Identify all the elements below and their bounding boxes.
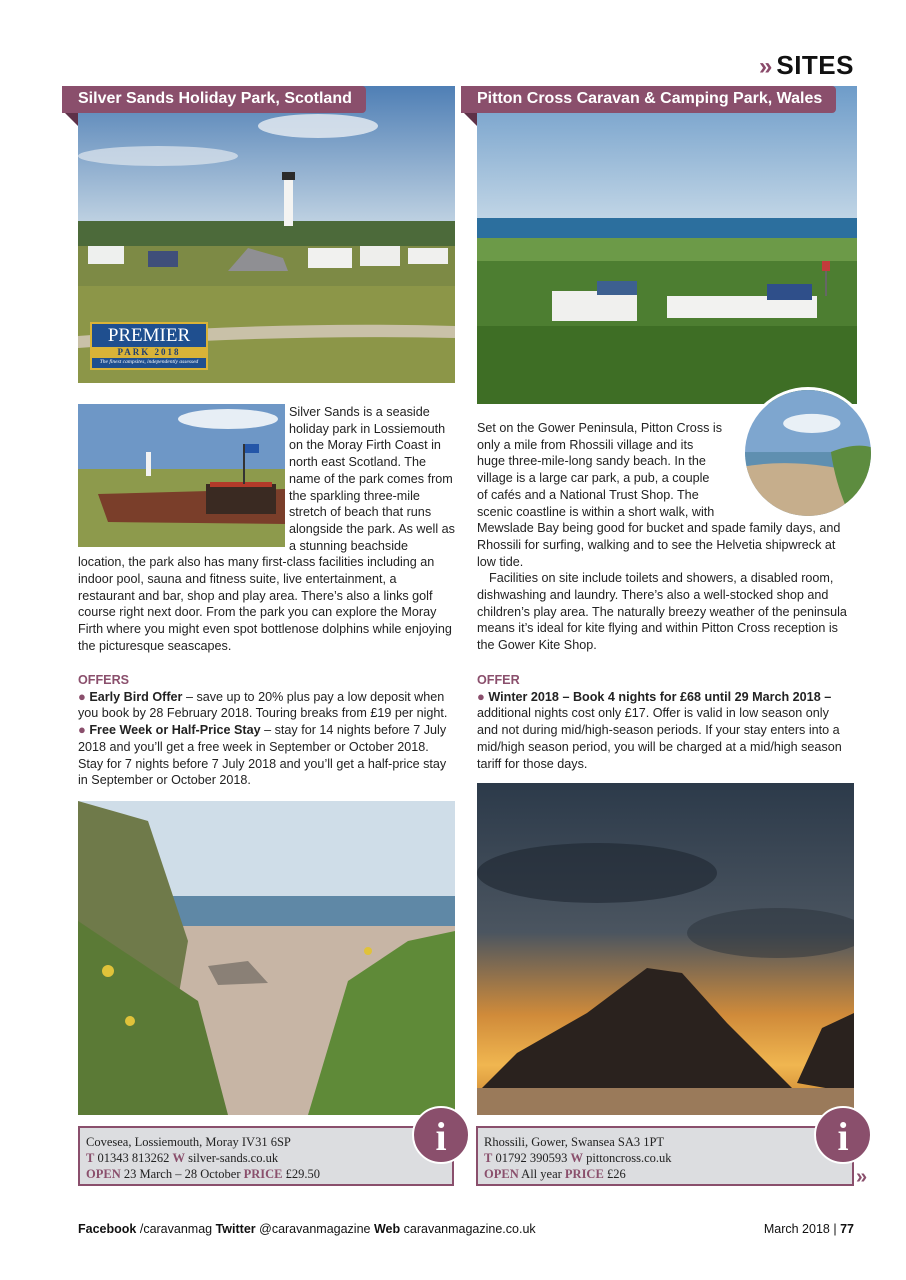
silver-sands-info-box bbox=[78, 1126, 454, 1186]
silver-sands-title: Silver Sands Holiday Park, Scotland bbox=[62, 86, 366, 113]
price-label: PRICE bbox=[564, 1167, 604, 1181]
offer-title: Early Bird Offer bbox=[89, 689, 183, 704]
web-label: W bbox=[172, 1151, 185, 1165]
next-page-chevron-icon[interactable]: » bbox=[856, 1166, 868, 1188]
offer-free-week bbox=[78, 722, 455, 789]
phone-label: T bbox=[86, 1151, 95, 1165]
website-link[interactable]: silver-sands.co.uk bbox=[188, 1151, 279, 1165]
pitton-cross-title: Pitton Cross Caravan & Camping Park, Wales bbox=[461, 86, 836, 113]
open-dates: 23 March – 28 October bbox=[123, 1167, 241, 1181]
silver-sands-offers bbox=[78, 672, 455, 789]
web-label: Web bbox=[373, 1222, 401, 1236]
price-value: £26 bbox=[606, 1167, 626, 1181]
pitton-cross-description bbox=[477, 420, 852, 654]
info-address: Rhossili, Gower, Swansea SA3 1PT bbox=[484, 1135, 665, 1149]
rhossili-sunset-photo bbox=[477, 783, 854, 1115]
offer-text: additional nights cost only £17. Offer is valid in low season only and not during mid/high-season periods. If your stay enters into a mid/high season period, you will be charged at a mid/high season tariff for those days. bbox=[477, 706, 842, 771]
bullet-icon: ● bbox=[477, 688, 485, 704]
page-number: 77 bbox=[840, 1222, 854, 1236]
web-label: W bbox=[570, 1151, 583, 1165]
twitter-handle[interactable]: @caravanmagazine bbox=[259, 1222, 371, 1236]
info-contact bbox=[484, 1150, 846, 1166]
separator: | bbox=[833, 1222, 837, 1236]
badge-line: PARK 2018 bbox=[92, 347, 206, 358]
premier-park-badge bbox=[90, 322, 208, 370]
badge-tagline: The finest campsites, independently assessed bbox=[99, 359, 199, 365]
offer-heading: OFFER bbox=[477, 673, 520, 687]
pitton-cross-info-box bbox=[476, 1126, 854, 1186]
covesea-beach-photo bbox=[78, 801, 455, 1115]
open-dates: All year bbox=[521, 1167, 562, 1181]
info-icon: i bbox=[412, 1106, 470, 1164]
text-wrap-spacer bbox=[78, 404, 289, 549]
bullet-icon: ● bbox=[78, 688, 86, 704]
facebook-label: Facebook bbox=[78, 1222, 137, 1236]
price-value: £29.50 bbox=[285, 1167, 321, 1181]
pitton-cross-offer bbox=[477, 672, 852, 772]
price-label: PRICE bbox=[243, 1167, 283, 1181]
phone-number: 01792 390593 bbox=[495, 1151, 568, 1165]
info-opening bbox=[86, 1166, 446, 1182]
phone-number: 01343 813262 bbox=[97, 1151, 170, 1165]
phone-label: T bbox=[484, 1151, 493, 1165]
silver-sands-paragraph: Silver Sands is a seaside holiday park in Lossiemouth on the Moray Firth Coast in north east Scotland. The name of the park comes from the sparkling three-mile stretch of beach that runs alongside the park. As well as a stunning beachside location, the park also has many first-class facilities including an indoor pool, sauna and fitness suite, live entertainment, a restaurant and bar, shop and play area. There’s also a links golf course right next door. From the park you can explore the Moray Firth where you might even spot bottlenose dolphins while enjoying the picturesque seascapes. bbox=[78, 405, 455, 653]
info-icon: i bbox=[814, 1106, 872, 1164]
offer-text: – save up to 20% plus pay a low deposit when you book by 28 February 2018. Touring breaks from £19 per night. bbox=[78, 689, 448, 721]
footer-website[interactable]: caravanmagazine.co.uk bbox=[403, 1222, 536, 1236]
offer-winter-2018 bbox=[477, 689, 852, 773]
badge-brand: PREMIER bbox=[107, 325, 191, 346]
text-wrap-spacer bbox=[722, 420, 852, 520]
info-address: Covesea, Lossiemouth, Moray IV31 6SP bbox=[86, 1135, 291, 1149]
open-label: OPEN bbox=[86, 1167, 121, 1181]
offer-text: – stay for 14 nights before 7 July 2018 and you’ll get a free week in September or October 2018. Stay for 7 nights before 7 July 2018 and you’ll get a half-price stay in September or October 2018. bbox=[78, 723, 447, 788]
pitton-cross-main-photo bbox=[477, 86, 857, 404]
offers-heading: OFFERS bbox=[78, 673, 130, 687]
bullet-icon: ● bbox=[78, 722, 86, 738]
footer-social bbox=[78, 1222, 536, 1236]
offer-early-bird bbox=[78, 689, 455, 722]
open-label: OPEN bbox=[484, 1167, 519, 1181]
section-title: SITES bbox=[776, 50, 854, 80]
info-contact bbox=[86, 1150, 446, 1166]
pitton-cross-paragraph-2: Facilities on site include toilets and showers, a disabled room, dishwashing and laundry. There’s also a well-stocked shop and children’s play area. The naturally breezy weather of the peninsula means it’s ideal for kite flying and within Pitton Cross reception is the Gower Kite Shop. bbox=[477, 571, 847, 653]
offer-title: Free Week or Half-Price Stay bbox=[89, 723, 261, 738]
facebook-handle[interactable]: /caravanmag bbox=[139, 1222, 213, 1236]
twitter-label: Twitter bbox=[215, 1222, 256, 1236]
issue-date: March 2018 bbox=[763, 1222, 830, 1236]
section-heading bbox=[759, 50, 854, 81]
website-link[interactable]: pittoncross.co.uk bbox=[586, 1151, 672, 1165]
footer-page-info bbox=[764, 1222, 854, 1236]
chevron-icon: » bbox=[759, 53, 771, 80]
pitton-cross-paragraph-1: Set on the Gower Peninsula, Pitton Cross is only a mile from Rhossili village and its huge three-mile-long sandy beach. In the village is a large car park, a pub, a couple of cafés and a National Trust Shop. The scenic coastline is within a short walk, with Mewslade Bay being good for bucket and spade family days, and Rhossili for surfing, walking and to see the Helvetia shipwreck at low tide. bbox=[477, 421, 841, 569]
offer-title: Winter 2018 – Book 4 nights for £68 until 29 March 2018 – bbox=[488, 689, 832, 704]
silver-sands-description bbox=[78, 404, 455, 655]
info-opening bbox=[484, 1166, 846, 1182]
